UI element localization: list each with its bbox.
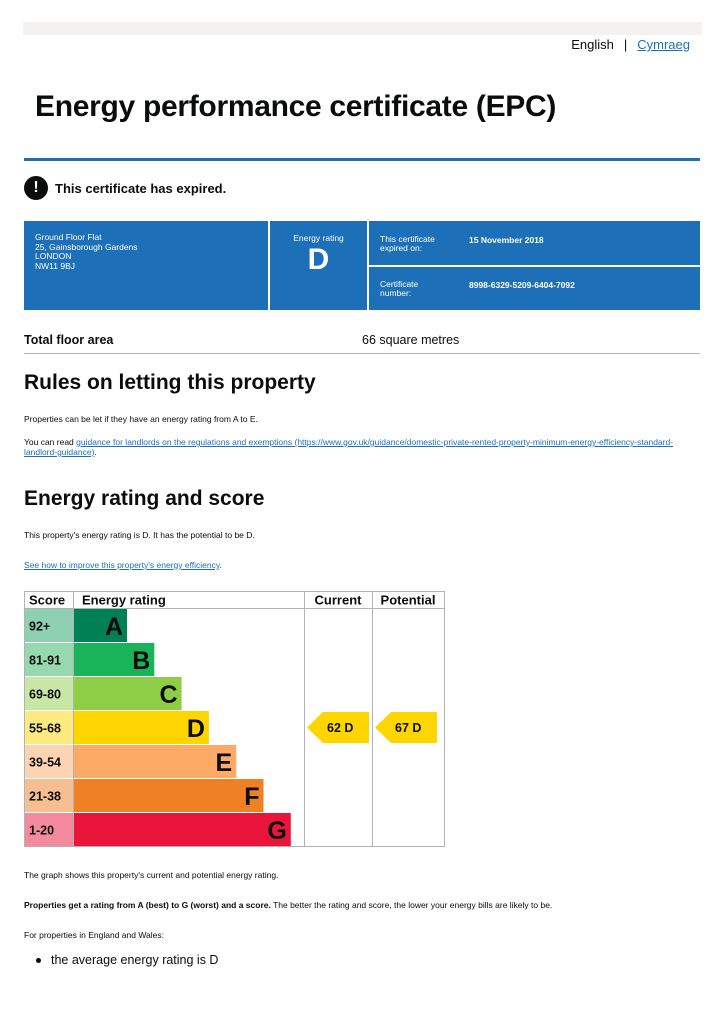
guidance-link[interactable] — [24, 437, 673, 457]
band-letter: G — [267, 817, 287, 845]
certificate-number-label: Certificate number: — [380, 279, 419, 298]
expired-warning — [24, 176, 226, 200]
guidance-paragraph — [24, 437, 684, 457]
title-divider — [24, 158, 700, 161]
header-energy-rating: Energy rating — [82, 592, 166, 608]
header-potential: Potential — [380, 592, 436, 608]
exclamation-icon: ! — [24, 176, 48, 200]
rating-heading: Energy rating and score — [24, 487, 265, 510]
language-separator: | — [623, 37, 628, 52]
band-score-label: 39-54 — [29, 755, 61, 770]
total-floor-area-row — [24, 326, 700, 354]
address-line: Ground Floor Flat — [35, 232, 102, 242]
warning-text: This certificate has expired. — [55, 180, 227, 196]
improve-suffix: . — [219, 560, 222, 570]
current-rating-label: 62 D — [327, 721, 354, 735]
band-letter: E — [215, 749, 233, 777]
floor-area-value: 66 square metres — [362, 333, 460, 347]
certificate-number: 8998-6329-5209-6404-7092 — [469, 280, 575, 290]
region-paragraph: For properties in England and Wales: — [24, 930, 165, 940]
band-score-label: 21-38 — [29, 789, 61, 804]
rating-explainer-rest: The better the rating and score, the lower your energy bills are likely to be. — [270, 900, 553, 910]
band-letter: D — [186, 715, 205, 743]
expiry-label: This certificate expired on: — [380, 234, 435, 253]
improve-efficiency-link[interactable]: See how to improve this property's energy efficiency — [24, 560, 220, 570]
band-bar-e — [74, 745, 236, 778]
floor-area-label: Total floor area — [24, 333, 114, 347]
language-switcher — [571, 37, 690, 52]
header-current: Current — [314, 592, 362, 608]
rating-explainer-bold: Properties get a rating from A (best) to G (worst) and a score. — [24, 900, 271, 910]
band-bar-f — [74, 779, 264, 812]
band-score-label: 55-68 — [29, 721, 61, 736]
band-score-label: 81-91 — [29, 653, 61, 668]
graph-explainer: The graph shows this property's current and potential energy rating. — [24, 870, 279, 880]
top-bar — [23, 22, 702, 35]
guidance-link-text: guidance for landlords on the regulations and exemptions — [76, 437, 293, 447]
certificate-summary — [24, 221, 700, 310]
energy-rating-value: D — [307, 243, 330, 276]
letting-heading: Rules on letting this property — [24, 371, 316, 394]
rating-explainer — [24, 900, 684, 910]
list-item — [36, 953, 218, 967]
property-address — [35, 233, 138, 271]
energy-rating-label: Energy rating — [293, 233, 344, 243]
page-title: Energy performance certificate (EPC) — [35, 90, 557, 123]
band-letter: B — [132, 647, 151, 675]
band-bar-g — [74, 813, 291, 846]
band-letter: F — [244, 783, 260, 811]
potential-rating-label: 67 D — [395, 721, 422, 735]
guidance-suffix: . — [94, 447, 97, 457]
band-letter: C — [159, 681, 178, 709]
band-score-label: 92+ — [29, 619, 51, 634]
address-line: NW11 9BJ — [35, 260, 75, 271]
language-cymraeg-link[interactable]: Cymraeg — [637, 37, 690, 52]
guidance-link-url: (https://www.gov.uk/guidance/domestic-private-rented-property-minimum-energy-efficiency-standard-landlord-guidance) — [24, 437, 674, 457]
band-score-label: 69-80 — [29, 687, 61, 702]
summary-divider — [369, 265, 700, 267]
improve-paragraph — [24, 560, 684, 570]
band-score-label: 1-20 — [29, 823, 55, 838]
epc-rating-chart — [24, 591, 445, 848]
epc-chart-svg — [24, 591, 445, 848]
letting-paragraph: Properties can be let if they have an energy rating from A to E. — [24, 414, 258, 424]
rating-paragraph: This property's energy rating is D. It has the potential to be D. — [24, 530, 255, 540]
address-line: LONDON — [35, 251, 72, 261]
guidance-prefix: You can read — [24, 437, 77, 447]
bullet-dot — [36, 958, 41, 963]
expiry-date: 15 November 2018 — [469, 235, 544, 245]
header-score: Score — [29, 592, 66, 608]
language-english: English — [571, 37, 614, 52]
address-line: 25, Gainsborough Gardens — [35, 241, 138, 252]
band-letter: A — [104, 613, 123, 641]
average-rating-text: the average energy rating is D — [51, 953, 219, 967]
